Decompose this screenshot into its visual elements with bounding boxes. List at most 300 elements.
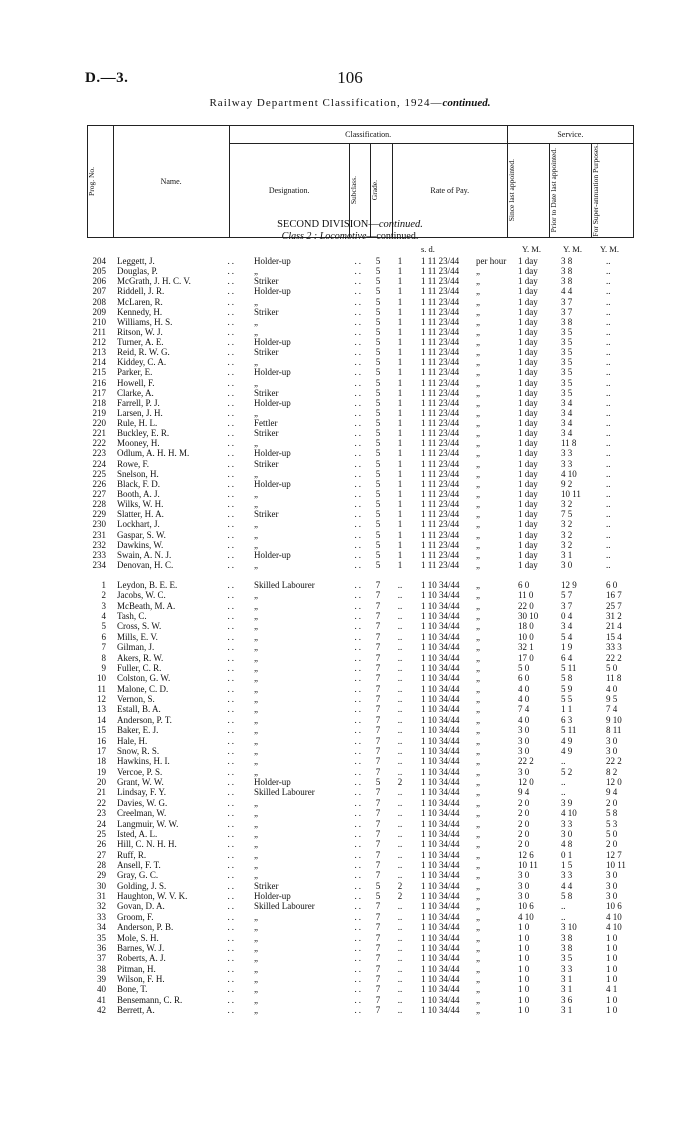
super: 3 0 xyxy=(606,880,618,891)
subclass: 5 xyxy=(375,478,381,489)
ditto-mark: „ xyxy=(476,880,480,891)
table-row xyxy=(0,829,700,839)
prog-no: 207 xyxy=(92,286,106,297)
rate: 1 11 23/44 xyxy=(421,529,460,540)
since: 1 day xyxy=(518,367,538,378)
grade: 1 xyxy=(397,357,403,368)
header-rate: Rate of Pay. xyxy=(392,144,507,238)
prog-no: 38 xyxy=(97,963,106,974)
table-row xyxy=(0,767,700,777)
subclass: 5 xyxy=(375,519,381,530)
subclass: 7 xyxy=(375,631,381,642)
prior: 12 9 xyxy=(561,580,577,590)
name: Clarke, A. xyxy=(117,387,154,398)
prog-no: 23 xyxy=(97,808,106,819)
subclass: 7 xyxy=(375,911,381,922)
prog-no: 29 xyxy=(97,870,106,881)
prog-no: 206 xyxy=(92,276,106,287)
subclass: 5 xyxy=(375,316,381,327)
page-title: Railway Department Classification, 1924—continued. xyxy=(209,97,491,109)
subclass: 5 xyxy=(375,499,381,510)
rate: 1 10 34/44 xyxy=(421,1005,460,1016)
subclass: 5 xyxy=(375,357,381,368)
designation: Skilled Labourer xyxy=(254,580,315,590)
table-row xyxy=(0,808,700,818)
super: .. xyxy=(606,387,611,398)
rate: 1 11 23/44 xyxy=(421,266,460,277)
prog-no: 212 xyxy=(92,337,106,348)
table-row xyxy=(0,642,700,652)
super: 11 8 xyxy=(606,673,622,684)
rate: 1 11 23/44 xyxy=(421,276,460,287)
table-row xyxy=(0,408,700,418)
rate: 1 10 34/44 xyxy=(421,942,460,953)
subclass: 5 xyxy=(375,256,381,266)
grade: .. xyxy=(397,611,403,622)
rate: 1 11 23/44 xyxy=(421,397,460,408)
ditto-mark: „ xyxy=(476,797,480,808)
name: Leydon, B. E. E. xyxy=(117,580,178,590)
since: 1 day xyxy=(518,438,538,449)
name: Mole, S. H. xyxy=(117,932,159,943)
super: .. xyxy=(606,458,611,469)
ditto-mark: „ xyxy=(476,725,480,736)
designation: „ xyxy=(254,766,258,777)
leader-dots: .. xyxy=(227,942,236,953)
table-row xyxy=(0,777,700,787)
leader-dots: .. xyxy=(227,694,236,705)
name: Odlum, A. H. H. M. xyxy=(117,448,190,459)
rate-units: s. d. xyxy=(421,244,435,254)
since: 1 0 xyxy=(518,974,530,985)
table-row xyxy=(0,388,700,398)
since: 1 day xyxy=(518,529,538,540)
name: Hawkins, H. I. xyxy=(117,756,170,767)
leader-dots: .. xyxy=(354,631,363,642)
prior: 3 5 xyxy=(561,367,573,378)
since: 12 0 xyxy=(518,777,534,788)
ditto-mark: „ xyxy=(476,458,480,469)
ditto-mark: „ xyxy=(476,694,480,705)
grade: .. xyxy=(397,870,403,881)
name: Mooney, H. xyxy=(117,438,160,449)
leader-dots: .. xyxy=(354,621,363,632)
designation: „ xyxy=(254,326,258,337)
prior: 3 0 xyxy=(561,559,573,570)
leader-dots: .. xyxy=(354,468,363,479)
prog-no: 233 xyxy=(92,549,106,560)
rate: 1 10 34/44 xyxy=(421,704,460,715)
since: 1 day xyxy=(518,347,538,358)
grade: .. xyxy=(397,683,403,694)
name: Black, F. D. xyxy=(117,478,161,489)
prog-no: 26 xyxy=(97,839,106,850)
leader-dots: .. xyxy=(354,549,363,560)
ditto-mark: „ xyxy=(476,286,480,297)
leader-dots: .. xyxy=(354,911,363,922)
ditto-mark: „ xyxy=(476,468,480,479)
grade: .. xyxy=(397,735,403,746)
prior: 4 8 xyxy=(561,839,573,850)
prior: 3 4 xyxy=(561,621,573,632)
subclass: 7 xyxy=(375,683,381,694)
name: Kiddey, C. A. xyxy=(117,357,167,368)
designation: „ xyxy=(254,468,258,479)
rate: 1 11 23/44 xyxy=(421,407,460,418)
rate: 1 10 34/44 xyxy=(421,808,460,819)
subclass: 7 xyxy=(375,859,381,870)
designation: „ xyxy=(254,539,258,550)
prior: .. xyxy=(561,901,566,912)
prog-no: 211 xyxy=(92,326,106,337)
leader-dots: .. xyxy=(354,407,363,418)
prog-no: 15 xyxy=(97,725,106,736)
grade: .. xyxy=(397,818,403,829)
super: 5 3 xyxy=(606,818,618,829)
leader-dots: .. xyxy=(227,256,236,266)
leader-dots: .. xyxy=(354,428,363,439)
leader-dots: .. xyxy=(227,499,236,510)
grade: 1 xyxy=(397,316,403,327)
name: Jacobs, W. C. xyxy=(117,590,166,601)
since: 4 10 xyxy=(518,911,534,922)
prog-no: 222 xyxy=(92,438,106,449)
since: 1 0 xyxy=(518,942,530,953)
leader-dots: .. xyxy=(354,499,363,510)
name: Akers, R. W. xyxy=(117,652,164,663)
rate: 1 10 34/44 xyxy=(421,600,460,611)
prog-no: 34 xyxy=(97,922,106,933)
since: 9 4 xyxy=(518,787,530,798)
super: 33 3 xyxy=(606,642,622,653)
ditto-mark: „ xyxy=(476,870,480,881)
grade: .. xyxy=(397,756,403,767)
prog-no: 221 xyxy=(92,428,106,439)
table-row xyxy=(0,286,700,296)
since: 32 1 xyxy=(518,642,534,653)
leader-dots: .. xyxy=(227,478,236,489)
grade: .. xyxy=(397,994,403,1005)
designation: „ xyxy=(254,559,258,570)
leader-dots: .. xyxy=(227,438,236,449)
rate: 1 11 23/44 xyxy=(421,337,460,348)
designation: „ xyxy=(254,735,258,746)
table-row xyxy=(0,479,700,489)
grade: .. xyxy=(397,932,403,943)
name: Hale, H. xyxy=(117,735,148,746)
subclass: 7 xyxy=(375,839,381,850)
designation: Striker xyxy=(254,428,279,439)
prior: 7 5 xyxy=(561,509,573,520)
prog-no: 7 xyxy=(101,642,106,653)
designation: Striker xyxy=(254,458,279,469)
since: 10 11 xyxy=(518,859,538,870)
leader-dots: .. xyxy=(354,942,363,953)
designation: Holder-up xyxy=(254,549,291,560)
super: 12 7 xyxy=(606,849,622,860)
prog-no: 2 xyxy=(101,590,106,601)
subclass: 7 xyxy=(375,984,381,995)
name: Buckley, E. R. xyxy=(117,428,170,439)
rate: 1 11 23/44 xyxy=(421,549,460,560)
designation: „ xyxy=(254,797,258,808)
leader-dots: .. xyxy=(354,704,363,715)
super: .. xyxy=(606,296,611,307)
since: 3 0 xyxy=(518,725,530,736)
super: .. xyxy=(606,448,611,459)
prior: 4 10 xyxy=(561,468,577,479)
table-row xyxy=(0,347,700,357)
leader-dots: .. xyxy=(227,509,236,520)
name: Wilson, F. H. xyxy=(117,974,165,985)
designation: „ xyxy=(254,673,258,684)
prog-no: 19 xyxy=(97,766,106,777)
leader-dots: .. xyxy=(227,901,236,912)
name: Gilman, J. xyxy=(117,642,155,653)
since: 1 day xyxy=(518,316,538,327)
super: 3 0 xyxy=(606,870,618,881)
super: 8 11 xyxy=(606,725,622,736)
designation: „ xyxy=(254,963,258,974)
prog-no: 230 xyxy=(92,519,106,530)
leader-dots: .. xyxy=(354,714,363,725)
since: 7 4 xyxy=(518,704,530,715)
super: .. xyxy=(606,438,611,449)
header-since: Since last appointed. xyxy=(507,144,549,238)
prior: 5 9 xyxy=(561,683,573,694)
leader-dots: .. xyxy=(354,766,363,777)
ditto-mark: „ xyxy=(476,387,480,398)
since: 1 day xyxy=(518,488,538,499)
leader-dots: .. xyxy=(227,756,236,767)
prog-no: 227 xyxy=(92,488,106,499)
prior: 3 4 xyxy=(561,428,573,439)
prog-no: 6 xyxy=(101,631,106,642)
leader-dots: .. xyxy=(354,488,363,499)
rate: 1 10 34/44 xyxy=(421,870,460,881)
subclass: 7 xyxy=(375,704,381,715)
name: Lindsay, F. Y. xyxy=(117,787,166,798)
leader-dots: .. xyxy=(354,839,363,850)
name: Riddell, J. R. xyxy=(117,286,165,297)
ditto-mark: „ xyxy=(476,549,480,560)
super: .. xyxy=(606,519,611,530)
table-row xyxy=(0,398,700,408)
leader-dots: .. xyxy=(354,984,363,995)
name: Rule, H. L. xyxy=(117,418,158,429)
ditto-mark: „ xyxy=(476,828,480,839)
designation: „ xyxy=(254,859,258,870)
grade: 2 xyxy=(397,891,403,902)
ditto-mark: „ xyxy=(476,438,480,449)
subclass: 5 xyxy=(375,539,381,550)
rate: 1 10 34/44 xyxy=(421,673,460,684)
rate: 1 10 34/44 xyxy=(421,766,460,777)
super: .. xyxy=(606,306,611,317)
name: Vernon, S. xyxy=(117,694,155,705)
rate: 1 11 23/44 xyxy=(421,468,460,479)
rate: 1 11 23/44 xyxy=(421,256,460,266)
since: 1 0 xyxy=(518,922,530,933)
table-row xyxy=(0,499,700,509)
ditto-mark: „ xyxy=(476,974,480,985)
rate: 1 11 23/44 xyxy=(421,509,460,520)
rate: 1 10 34/44 xyxy=(421,994,460,1005)
leader-dots: .. xyxy=(227,797,236,808)
leader-dots: .. xyxy=(354,367,363,378)
name: Snelson, H. xyxy=(117,468,159,479)
super: .. xyxy=(606,377,611,388)
subclass: 5 xyxy=(375,367,381,378)
since: 1 day xyxy=(518,306,538,317)
grade: .. xyxy=(397,694,403,705)
grade: .. xyxy=(397,725,403,736)
leader-dots: .. xyxy=(227,397,236,408)
prior: 3 8 xyxy=(561,266,573,277)
rate: 1 10 34/44 xyxy=(421,922,460,933)
leader-dots: .. xyxy=(227,787,236,798)
grade: .. xyxy=(397,942,403,953)
super: .. xyxy=(606,276,611,287)
designation: „ xyxy=(254,488,258,499)
leader-dots: .. xyxy=(354,777,363,788)
leader-dots: .. xyxy=(354,891,363,902)
ditto-mark: „ xyxy=(476,367,480,378)
super: .. xyxy=(606,407,611,418)
designation: „ xyxy=(254,600,258,611)
table-row xyxy=(0,590,700,600)
designation: Striker xyxy=(254,306,279,317)
subclass: 7 xyxy=(375,652,381,663)
leader-dots: .. xyxy=(227,559,236,570)
super: .. xyxy=(606,367,611,378)
grade: .. xyxy=(397,1005,403,1016)
leader-dots: .. xyxy=(354,953,363,964)
leader-dots: .. xyxy=(227,839,236,850)
grade: 1 xyxy=(397,468,403,479)
super: .. xyxy=(606,286,611,297)
leader-dots: .. xyxy=(354,828,363,839)
prog-no: 11 xyxy=(97,683,106,694)
ditto-mark: „ xyxy=(476,849,480,860)
rate: 1 10 34/44 xyxy=(421,953,460,964)
prog-no: 28 xyxy=(97,859,106,870)
prog-no: 32 xyxy=(97,901,106,912)
leader-dots: .. xyxy=(227,891,236,902)
name: Ruff, R. xyxy=(117,849,147,860)
rate: 1 10 34/44 xyxy=(421,859,460,870)
super: .. xyxy=(606,347,611,358)
table-row xyxy=(0,704,700,714)
grade: 1 xyxy=(397,286,403,297)
prog-no: 36 xyxy=(97,942,106,953)
since: 1 day xyxy=(518,468,538,479)
table-row xyxy=(0,530,700,540)
table-row xyxy=(0,367,700,377)
prog-no: 5 xyxy=(101,621,106,632)
ditto-mark: „ xyxy=(476,994,480,1005)
prog-no: 16 xyxy=(97,735,106,746)
rate: 1 10 34/44 xyxy=(421,756,460,767)
leader-dots: .. xyxy=(227,529,236,540)
rate: 1 11 23/44 xyxy=(421,377,460,388)
super: .. xyxy=(606,316,611,327)
prior: 3 2 xyxy=(561,499,573,510)
designation: „ xyxy=(254,922,258,933)
prior: 3 4 xyxy=(561,397,573,408)
name: Slatter, H. A. xyxy=(117,509,164,520)
leader-dots: .. xyxy=(354,357,363,368)
subclass: 7 xyxy=(375,922,381,933)
leader-dots: .. xyxy=(354,756,363,767)
name: Vercoe, P. S. xyxy=(117,766,163,777)
designation: „ xyxy=(254,590,258,601)
leader-dots: .. xyxy=(354,662,363,673)
prog-no: 214 xyxy=(92,357,106,368)
prog-no: 225 xyxy=(92,468,106,479)
subclass: 7 xyxy=(375,714,381,725)
grade: 1 xyxy=(397,438,403,449)
designation: Holder-up xyxy=(254,256,291,266)
prog-no: 4 xyxy=(101,611,106,622)
prior: .. xyxy=(561,777,566,788)
rate: 1 11 23/44 xyxy=(421,448,460,459)
prog-no: 20 xyxy=(97,777,106,788)
name: Tash, C. xyxy=(117,611,147,622)
subclass: 7 xyxy=(375,694,381,705)
rate: 1 10 34/44 xyxy=(421,631,460,642)
ditto-mark: „ xyxy=(476,922,480,933)
name: Howell, F. xyxy=(117,377,155,388)
rate: 1 11 23/44 xyxy=(421,306,460,317)
table-row xyxy=(0,673,700,683)
super: 3 0 xyxy=(606,745,618,756)
designation: Holder-up xyxy=(254,397,291,408)
leader-dots: .. xyxy=(354,859,363,870)
grade: .. xyxy=(397,704,403,715)
subclass: 7 xyxy=(375,942,381,953)
prior: 5 11 xyxy=(561,662,577,673)
subclass: 5 xyxy=(375,276,381,287)
designation: „ xyxy=(254,499,258,510)
since: 1 day xyxy=(518,428,538,439)
grade: 1 xyxy=(397,387,403,398)
rate: 1 10 34/44 xyxy=(421,683,460,694)
prior: 3 1 xyxy=(561,974,573,985)
designation: Fettler xyxy=(254,418,278,429)
ditto-mark: „ xyxy=(476,756,480,767)
table-row xyxy=(0,276,700,286)
prog-no: 228 xyxy=(92,499,106,510)
leader-dots: .. xyxy=(354,745,363,756)
name: Reid, R. W. G. xyxy=(117,347,170,358)
subclass: 5 xyxy=(375,529,381,540)
rate-unit: per hour xyxy=(476,256,507,266)
table-row xyxy=(0,297,700,307)
prog-no: 234 xyxy=(92,559,106,570)
subclass: 7 xyxy=(375,808,381,819)
designation: Striker xyxy=(254,347,279,358)
designation: „ xyxy=(254,611,258,622)
since: 1 day xyxy=(518,326,538,337)
rate: 1 11 23/44 xyxy=(421,347,460,358)
header-service: Service. xyxy=(507,126,633,144)
subclass: 5 xyxy=(375,286,381,297)
subclass: 5 xyxy=(375,266,381,277)
designation: „ xyxy=(254,714,258,725)
super: 5 8 xyxy=(606,808,618,819)
grade: 1 xyxy=(397,519,403,530)
